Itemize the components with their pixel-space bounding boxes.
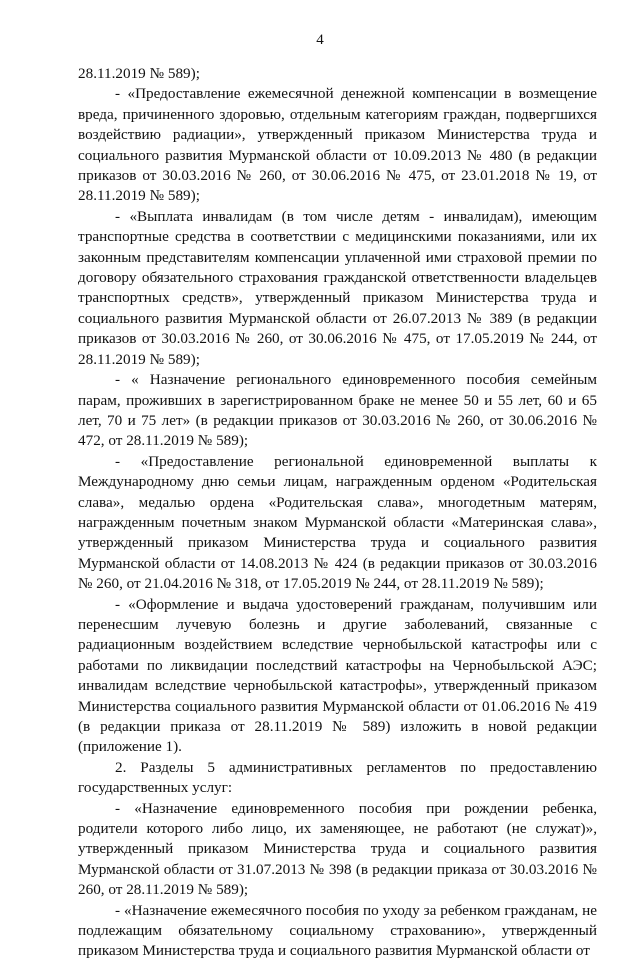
- paragraph-family-day: - «Предоставление региональной единовременной выплаты к Международному дню семьи лицам, награжденным орденом «Родительская слава», медалью ордена «Родительская слава», многодетным матерям, награжденным почетным знаком Мурманской области «Материнская слава», утвержденный приказом Министерства труда и социального развития Мурманской области от 14.08.2013 № 424 (в редакции приказов от 30.03.2016 № 260, от 21.04.2016 № 318, от 17.05.2019 № 244, от 28.11.2019 № 589);: [78, 452, 597, 593]
- paragraph-section-2: 2. Разделы 5 административных регламентов по предоставлению государственных услуг:: [78, 758, 597, 797]
- paragraph-married-couples: - « Назначение регионального единовременного пособия семейным парам, проживших в зарегистрированном браке не менее 50 и 55 лет, 60 и 65 лет, 70 и 75 лет» (в редакции приказов от 30.03.2016 № 260, от 30.06.2016 № 472, от 28.11.2019 № 589);: [78, 371, 597, 450]
- paragraph-birth-allowance: - «Назначение единовременного пособия при рождении ребенка, родители которого либо лицо, их заменяющее, не работают (не служат)», утвержденный приказом Министерства труда и социального развития Мурманской области от 31.07.2013 № 398 (в редакции приказа от 30.03.2016 № 260, от 28.11.2019 № 589);: [78, 799, 597, 899]
- paragraph-childcare-allowance: - «Назначение ежемесячного пособия по уходу за ребенком гражданам, не подлежащим обязательному социальному страхованию», утвержденный приказом Министерства труда и социального развития Мурманской области от: [78, 901, 597, 960]
- document-body: [78, 64, 597, 962]
- paragraph-chernobyl-certificates: - «Оформление и выдача удостоверений гражданам, получившим или перенесшим лучевую болезнь и другие заболеваний, связанные с радиационным воздействием вследствие чернобыльской катастрофы или с работами по ликвидации последствий катастрофы на Чернобыльской АЭС; инвалидам вследствие чернобыльской катастрофы», утвержденный приказом Министерства социального развития Мурманской области от 01.06.2016 № 419 (в редакции приказа от 28.11.2019 № 589) изложить в новой редакции (приложение 1).: [78, 595, 597, 756]
- paragraph-continuation: 28.11.2019 № 589);: [78, 65, 200, 82]
- paragraph-compensation-radiation: - «Предоставление ежемесячной денежной компенсации в возмещение вреда, причиненного здоровью, отдельным категориям граждан, подвергшихся воздействию радиации», утвержденный приказом Министерства труда и социального развития Мурманской области от 10.09.2013 № 480 (в редакции приказов от 30.03.2016 № 260, от 30.06.2016 № 475, от 23.01.2018 № 19, от 28.11.2019 № 589);: [78, 85, 597, 205]
- paragraph-disabled-insurance: - «Выплата инвалидам (в том числе детям - инвалидам), имеющим транспортные средства в соответствии с медицинскими показаниями, или их законным представителям компенсации уплаченной ими страховой премии по договору обязательного страхования гражданской ответственности владельцев транспортных средств», утвержденный приказом Министерства труда и социального развития Мурманской области от 26.07.2013 № 389 (в редакции приказов от 30.03.2016 № 260, от 30.06.2016 № 475, от 17.05.2019 № 244, от 28.11.2019 № 589);: [78, 207, 597, 368]
- page-number: 4: [316, 32, 324, 48]
